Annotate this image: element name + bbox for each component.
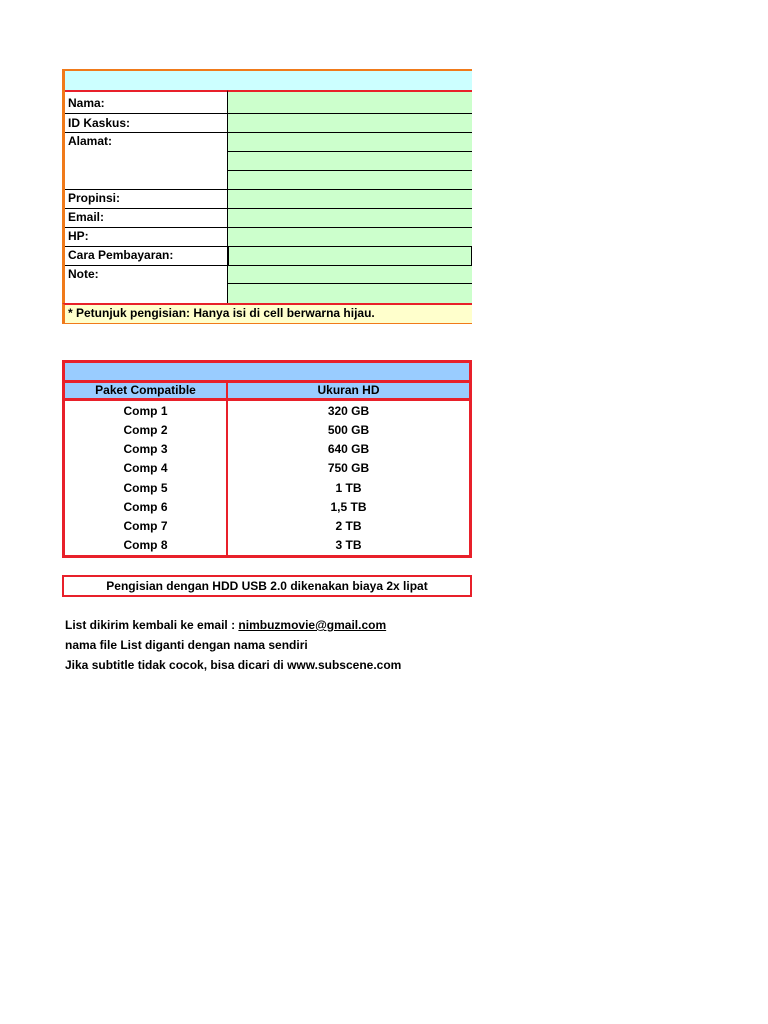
label-hp	[65, 228, 227, 247]
label-nama	[65, 90, 227, 114]
order-form	[62, 69, 472, 324]
email-link[interactable]: nimbuzmovie@gmail.com	[238, 618, 387, 632]
input-note-2[interactable]	[228, 284, 472, 303]
label-email	[65, 209, 227, 228]
field-label: Nama:	[68, 96, 105, 110]
table-row	[62, 401, 472, 421]
input-cara-pembayaran[interactable]	[228, 247, 472, 266]
paket-cell: Comp 5	[123, 481, 168, 495]
field-label: Email:	[68, 210, 105, 224]
header-paket-label: Paket Compatible	[95, 383, 196, 397]
header-ukuran	[228, 382, 469, 399]
header-paket	[65, 382, 226, 399]
ukuran-cell: 1 TB	[335, 481, 362, 495]
label-propinsi	[65, 190, 227, 209]
paket-cell: Comp 4	[123, 461, 168, 475]
form-header-band	[62, 69, 472, 90]
usb-notice-box	[62, 575, 472, 597]
note-line-3: Jika subtitle tidak cocok, bisa dicari di www.subscene.com	[65, 658, 402, 672]
label-id-kaskus	[65, 114, 227, 133]
paket-cell: Comp 8	[123, 538, 168, 552]
ukuran-cell: 750 GB	[327, 461, 370, 475]
notes	[65, 615, 505, 677]
ukuran-cell: 2 TB	[335, 519, 362, 533]
input-alamat-3[interactable]	[228, 171, 472, 190]
usb-notice-text: Pengisian dengan HDD USB 2.0 dikenakan biaya 2x lipat	[106, 579, 428, 593]
note-email-line	[65, 615, 505, 635]
ukuran-cell: 500 GB	[327, 423, 370, 437]
table-row	[62, 535, 472, 555]
field-label: Note:	[68, 267, 99, 281]
table-row	[62, 497, 472, 517]
input-propinsi[interactable]	[228, 190, 472, 209]
input-hp[interactable]	[228, 228, 472, 247]
field-label: Propinsi:	[68, 191, 121, 205]
table-top-band	[62, 360, 472, 381]
paket-cell: Comp 2	[123, 423, 168, 437]
hint-text: * Petunjuk pengisian: Hanya isi di cell berwarna hijau.	[68, 306, 375, 320]
field-label: Alamat:	[68, 134, 113, 148]
ukuran-cell: 640 GB	[327, 442, 370, 456]
field-label: HP:	[68, 229, 89, 243]
label-cara-pembayaran	[65, 247, 227, 266]
note-email-prefix: List dikirim kembali ke email :	[65, 618, 239, 632]
note-line-2: nama file List diganti dengan nama sendiri	[65, 638, 308, 652]
input-alamat-2[interactable]	[228, 152, 472, 171]
ukuran-cell: 3 TB	[335, 538, 362, 552]
input-alamat-1[interactable]	[228, 133, 472, 152]
table-row	[62, 439, 472, 459]
input-note-1[interactable]	[228, 266, 472, 284]
field-label: Cara Pembayaran:	[68, 248, 174, 262]
paket-cell: Comp 3	[123, 442, 168, 456]
paket-cell: Comp 6	[123, 500, 168, 514]
ukuran-cell: 320 GB	[327, 404, 370, 418]
label-alamat	[65, 133, 227, 190]
field-label: ID Kaskus:	[68, 116, 131, 130]
header-ukuran-label: Ukuran HD	[317, 383, 380, 397]
table-row	[62, 458, 472, 478]
input-id-kaskus[interactable]	[228, 114, 472, 133]
table-row	[62, 478, 472, 498]
label-note	[65, 266, 227, 303]
package-table	[62, 360, 472, 558]
ukuran-cell: 1,5 TB	[330, 500, 367, 514]
input-nama[interactable]	[228, 92, 472, 114]
table-row	[62, 420, 472, 440]
paket-cell: Comp 1	[123, 404, 168, 418]
form-hint	[62, 303, 472, 324]
paket-cell: Comp 7	[123, 519, 168, 533]
input-email[interactable]	[228, 209, 472, 228]
table-row	[62, 516, 472, 536]
